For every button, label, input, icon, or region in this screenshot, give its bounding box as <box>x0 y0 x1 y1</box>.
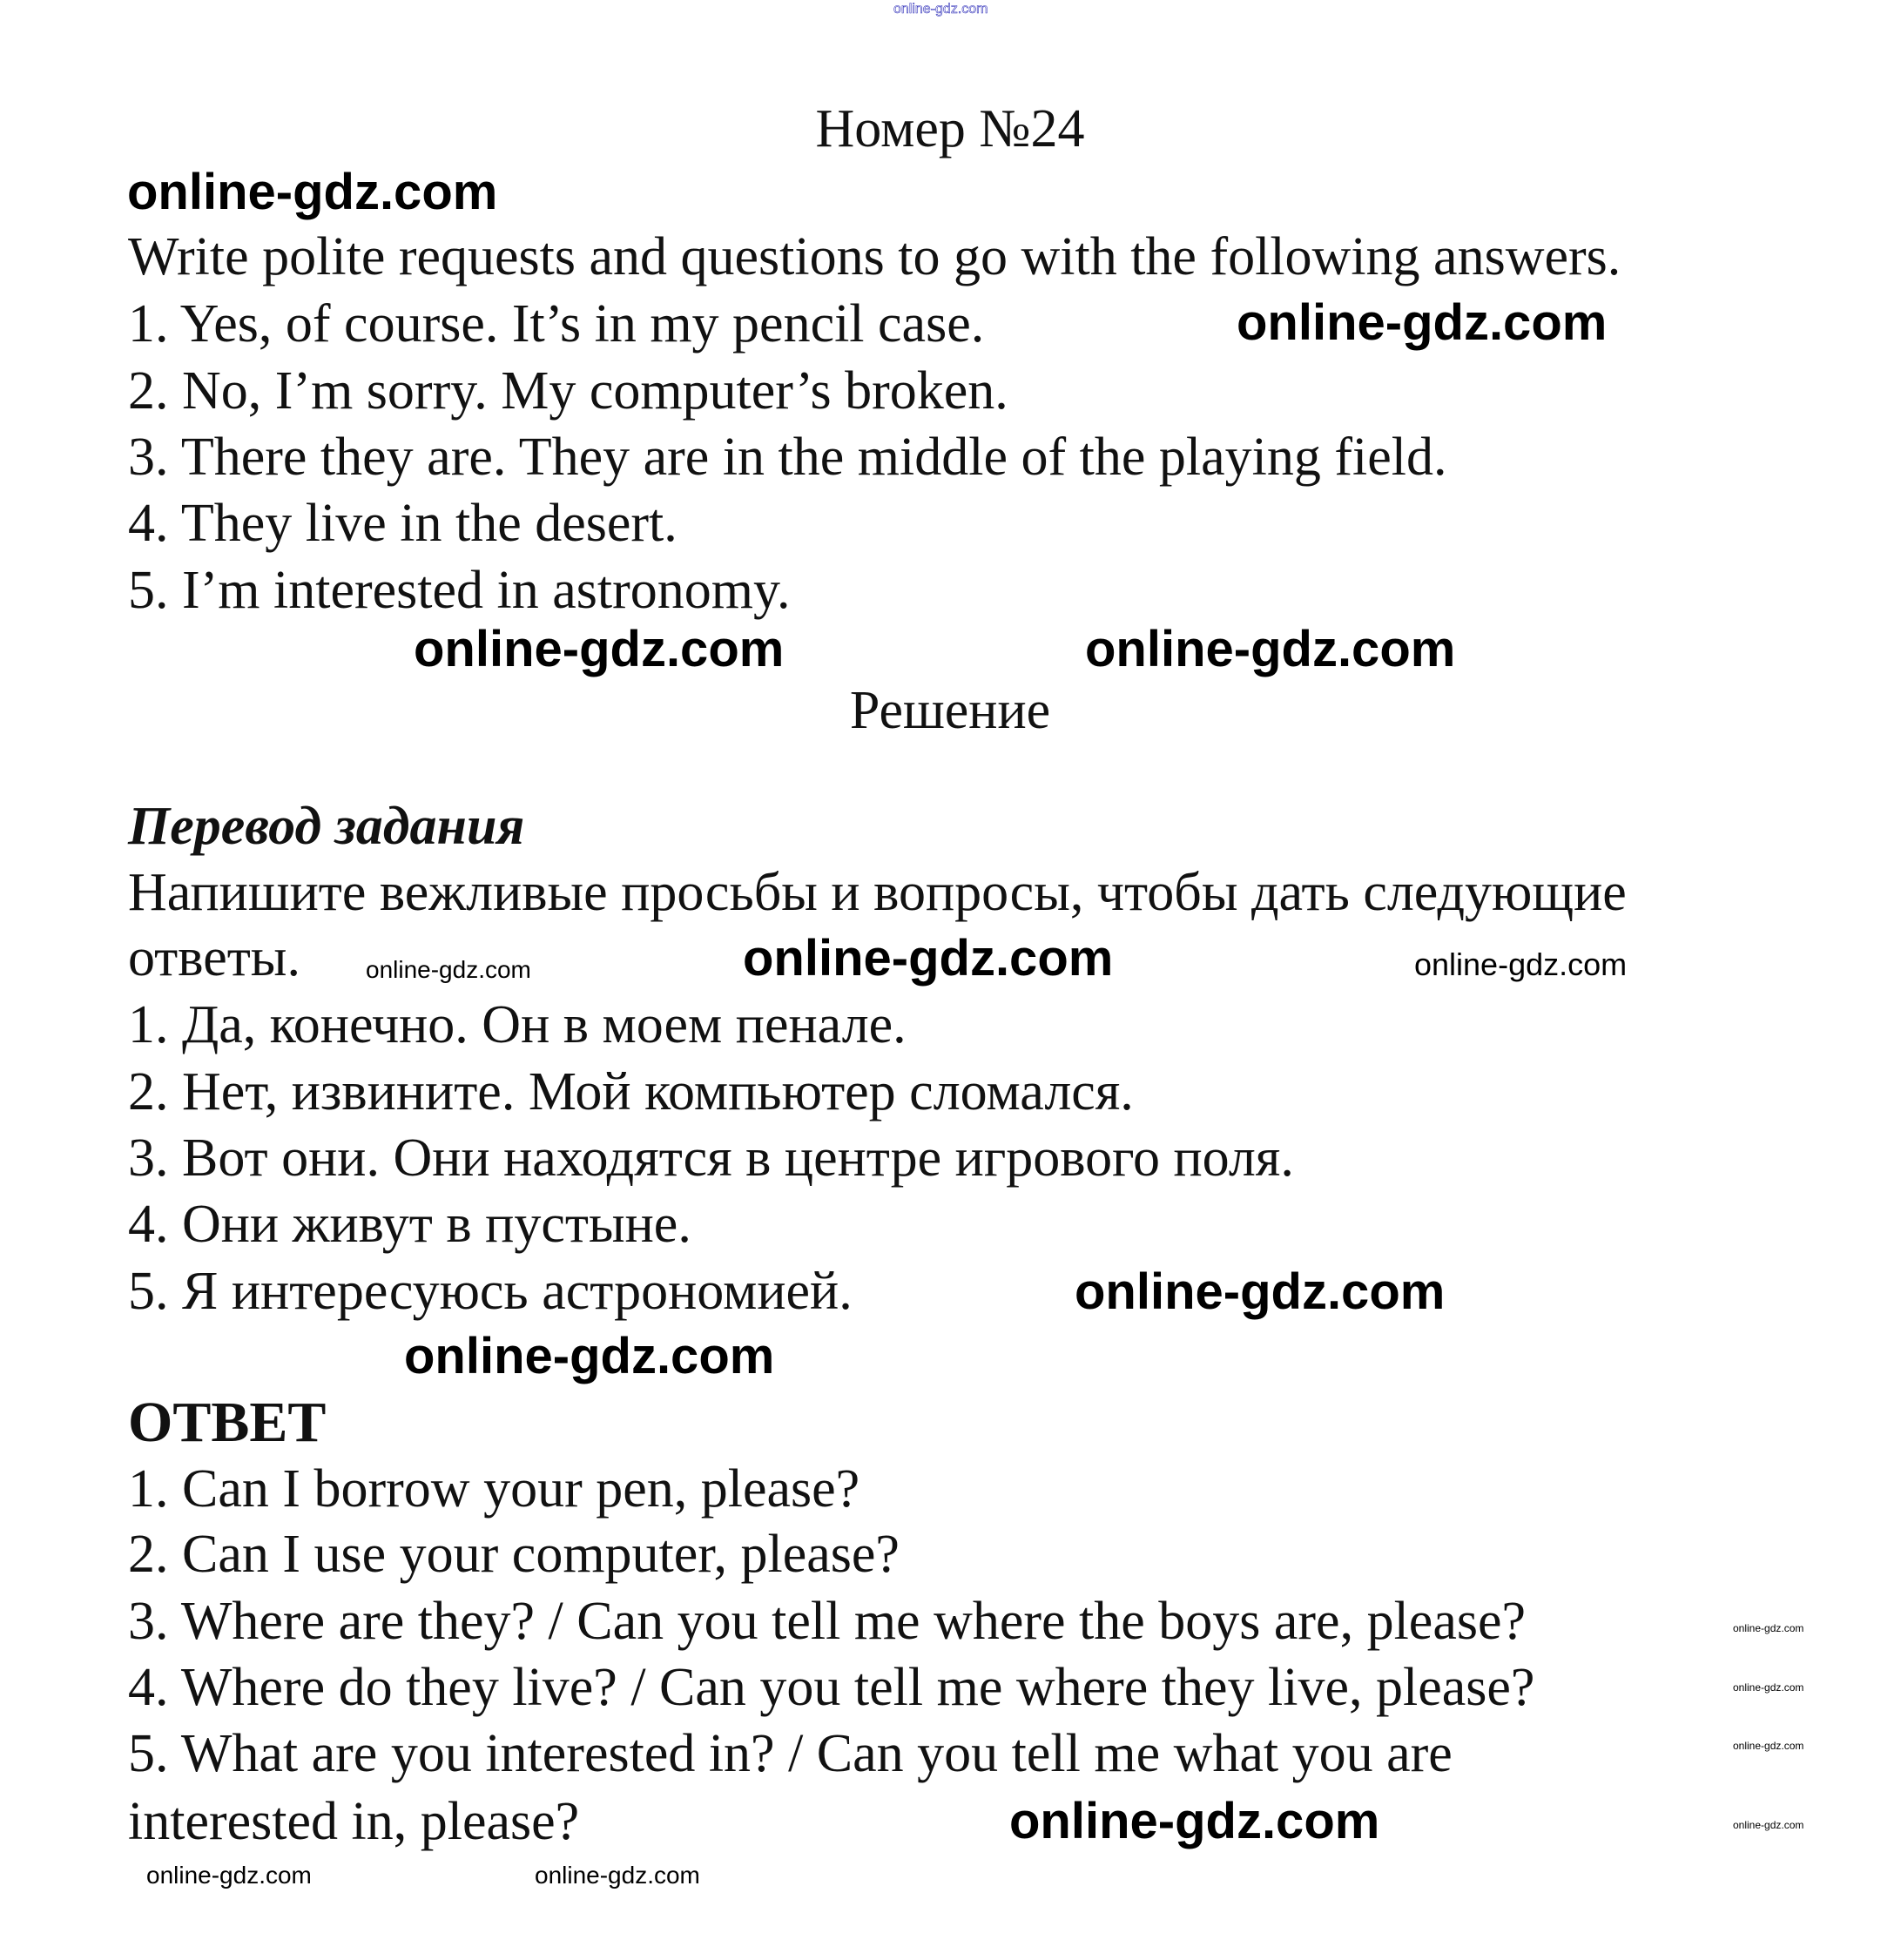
task-item: 4. They live in the desert. <box>128 494 677 553</box>
watermark: online-gdz.com <box>1733 1740 1804 1752</box>
watermark: online-gdz.com <box>127 164 498 220</box>
watermark: online-gdz.com <box>404 1328 775 1384</box>
task-item: 3. There they are. They are in the middle of the playing field. <box>128 428 1447 487</box>
watermark: online-gdz.com <box>1075 1263 1446 1320</box>
watermark: online-gdz.com <box>1414 946 1628 982</box>
watermark: online-gdz.com <box>1733 1681 1804 1694</box>
translation-heading: Перевод задания <box>128 797 525 856</box>
task-instruction: Write polite requests and questions to go with the following answers. <box>128 227 1621 286</box>
answer-item: 1. Can I borrow your pen, please? <box>128 1459 860 1519</box>
translation-item: 4. Они живут в пустыне. <box>128 1195 691 1254</box>
task-item: 1. Yes, of course. It’s in my pencil case. <box>128 294 985 354</box>
watermark: online-gdz.com <box>366 956 531 983</box>
watermark: online-gdz.com <box>1733 1622 1804 1634</box>
answer-item: 4. Where do they live? / Can you tell me where they live, please? <box>128 1658 1535 1717</box>
answer-item: 2. Can I use your computer, please? <box>128 1525 900 1584</box>
solution-heading: Решение <box>849 681 1051 740</box>
watermark: online-gdz.com <box>146 1862 312 1889</box>
translation-instruction: ответы. <box>128 928 300 987</box>
watermark: online-gdz.com <box>1085 621 1456 677</box>
watermark: online-gdz.com <box>535 1862 700 1889</box>
task-item: 5. I’m interested in astronomy. <box>128 561 791 620</box>
watermark: online-gdz.com <box>743 930 1114 987</box>
translation-instruction: Напишите вежливые просьбы и вопросы, чтобы дать следующие <box>128 863 1627 922</box>
watermark: online-gdz.com <box>893 2 988 17</box>
task-item: 2. No, I’m sorry. My computer’s broken. <box>128 361 1008 421</box>
translation-item: 3. Вот они. Они находятся в центре игрового поля. <box>128 1128 1294 1188</box>
translation-item: 2. Нет, извините. Мой компьютер сломался. <box>128 1062 1134 1121</box>
answer-item: interested in, please? <box>128 1792 580 1851</box>
page-title: Номер №24 <box>815 99 1085 158</box>
answer-heading: ОТВЕТ <box>128 1391 327 1454</box>
answer-item: 3. Where are they? / Can you tell me where the boys are, please? <box>128 1592 1527 1651</box>
watermark: online-gdz.com <box>1009 1793 1380 1849</box>
watermark: online-gdz.com <box>1733 1819 1804 1831</box>
translation-item: 5. Я интересуюсь астрономией. <box>128 1262 853 1321</box>
watermark: online-gdz.com <box>1237 294 1608 351</box>
answer-item: 5. What are you interested in? / Can you tell me what you are <box>128 1724 1453 1783</box>
translation-item: 1. Да, конечно. Он в моем пенале. <box>128 995 907 1054</box>
watermark: online-gdz.com <box>414 621 785 677</box>
